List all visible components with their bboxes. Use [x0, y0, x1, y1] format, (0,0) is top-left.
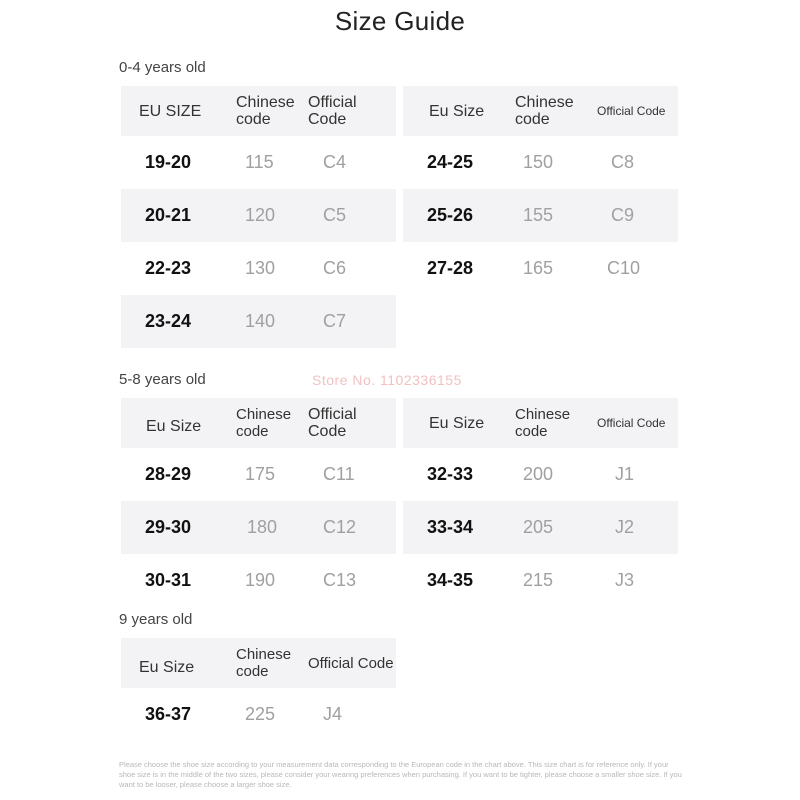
table-row: [121, 554, 396, 607]
eu-size-cell: 19-20: [145, 152, 192, 172]
table-header-row: [121, 398, 396, 448]
chinese-code-cell: 130: [245, 258, 276, 278]
table-row: [403, 448, 678, 501]
table-row: [121, 295, 396, 348]
table-header-row: [403, 398, 678, 448]
chinese-code-cell: 115: [245, 152, 274, 172]
eu-size-cell: 23-24: [145, 311, 192, 331]
table-row: [403, 242, 678, 295]
official-code-cell: J3: [615, 570, 635, 590]
size-table: [121, 638, 396, 741]
header-chinese-code: Chinese code: [515, 406, 571, 440]
eu-size-cell: 28-29: [145, 464, 192, 484]
eu-size-cell: 32-33: [427, 464, 474, 484]
eu-size-cell: 20-21: [145, 205, 192, 225]
header-eu-size: Eu Size: [429, 414, 485, 432]
table-row: [403, 501, 678, 554]
official-code-cell: C12: [323, 517, 357, 537]
header-chinese-code: Chinese code: [236, 646, 292, 680]
table-row: [403, 554, 678, 607]
header-official-code: Official Code: [308, 406, 357, 440]
table-row: [121, 242, 396, 295]
page-title: Size Guide: [334, 6, 466, 36]
official-code-cell: C5: [323, 205, 347, 225]
eu-size-cell: 27-28: [427, 258, 474, 278]
header-official-code: Official Code: [308, 94, 357, 128]
official-code-cell: J4: [323, 704, 343, 724]
official-code-cell: C4: [323, 152, 347, 172]
chinese-code-cell: 190: [245, 570, 276, 590]
size-table: [121, 398, 396, 607]
chinese-code-cell: 165: [523, 258, 554, 278]
chinese-code-cell: 180: [247, 517, 278, 537]
header-chinese-code: Chinese code: [236, 406, 292, 440]
official-code-cell: C8: [611, 152, 635, 172]
header-chinese-code: Chinese code: [236, 94, 295, 128]
chinese-code-cell: 205: [523, 517, 554, 537]
official-code-cell: J2: [615, 517, 635, 537]
official-code-cell: C6: [323, 258, 347, 278]
official-code-cell: C11: [323, 464, 355, 484]
chinese-code-cell: 155: [523, 205, 554, 225]
eu-size-cell: 33-34: [427, 517, 474, 537]
header-official-code: Official Code: [308, 654, 394, 672]
section-label-9: 9 years old: [119, 611, 193, 628]
chinese-code-cell: 120: [245, 205, 276, 225]
store-watermark: Store No. 1102336155: [312, 372, 462, 388]
eu-size-cell: 29-30: [145, 517, 192, 537]
chinese-code-cell: 200: [523, 464, 554, 484]
chinese-code-cell: 150: [523, 152, 554, 172]
table-row: [403, 189, 678, 242]
eu-size-cell: 22-23: [145, 258, 192, 278]
table-row: [121, 688, 396, 741]
table-row: [403, 136, 678, 189]
section-label-5-8: 5-8 years old: [119, 371, 206, 388]
header-official-code: Official Code: [597, 415, 666, 430]
header-official-code: Official Code: [597, 103, 666, 118]
chinese-code-cell: 215: [523, 570, 554, 590]
header-eu-size: Eu Size: [146, 417, 202, 435]
official-code-cell: J1: [615, 464, 635, 484]
official-code-cell: C13: [323, 570, 357, 590]
eu-size-cell: 36-37: [145, 704, 192, 724]
table-row: [121, 136, 396, 189]
size-table: [403, 398, 678, 607]
table-row: [121, 501, 396, 554]
chinese-code-cell: 175: [245, 464, 276, 484]
header-chinese-code: Chinese code: [515, 94, 574, 128]
table-row: [121, 189, 396, 242]
footnote: Please choose the shoe size according to your measurement data corresponding to the European code in the chart above. This size chart is for reference only. If your shoe size is in the middle of the two sizes, please consider your wearing preferences when purchasing. If you want to be tighter, please choose a smaller shoe size. If you want to be looser, please choose a larger shoe size.: [119, 760, 682, 789]
eu-size-cell: 30-31: [145, 570, 192, 590]
table-row: [121, 448, 396, 501]
eu-size-cell: 24-25: [427, 152, 474, 172]
chinese-code-cell: 225: [245, 704, 276, 724]
header-eu-size: Eu Size: [429, 102, 485, 120]
table-header-row: [121, 86, 396, 136]
header-eu-size: Eu Size: [139, 658, 195, 676]
header-eu-size: EU SIZE: [139, 102, 202, 120]
size-table: [121, 86, 396, 348]
eu-size-cell: 34-35: [427, 570, 474, 590]
official-code-cell: C7: [323, 311, 347, 331]
eu-size-cell: 25-26: [427, 205, 474, 225]
table-header-row: [121, 638, 396, 688]
official-code-cell: C10: [607, 258, 641, 278]
section-label-0-4: 0-4 years old: [119, 59, 206, 76]
table-header-row: [403, 86, 678, 136]
size-table: [403, 86, 678, 295]
chinese-code-cell: 140: [245, 311, 276, 331]
official-code-cell: C9: [611, 205, 635, 225]
